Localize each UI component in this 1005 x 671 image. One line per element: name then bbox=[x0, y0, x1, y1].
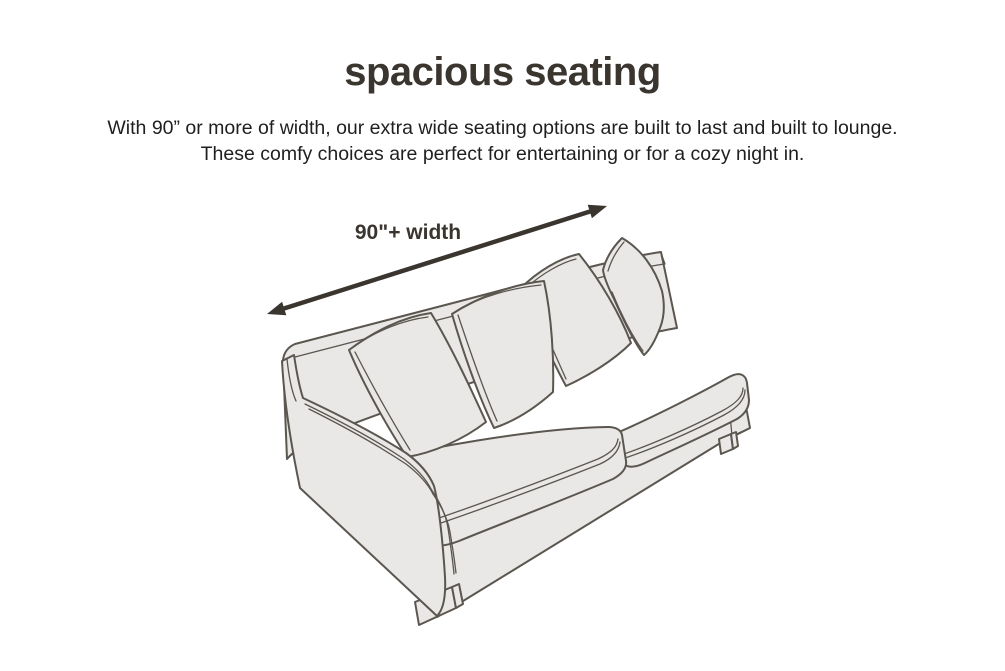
dimension-arrowhead-right bbox=[588, 205, 607, 218]
dimension-label: 90"+ width bbox=[354, 221, 462, 244]
foot-right-side bbox=[731, 432, 738, 449]
sofa-illustration bbox=[282, 238, 750, 625]
page-title: spacious seating bbox=[344, 50, 661, 94]
dimension-arrowhead-left bbox=[267, 302, 286, 315]
description-line-2: These comfy choices are perfect for entertaining or for a cozy night in. bbox=[200, 143, 805, 165]
description-line-1: With 90” or more of width, our extra wide seating options are built to last and built to lounge. bbox=[107, 117, 898, 139]
